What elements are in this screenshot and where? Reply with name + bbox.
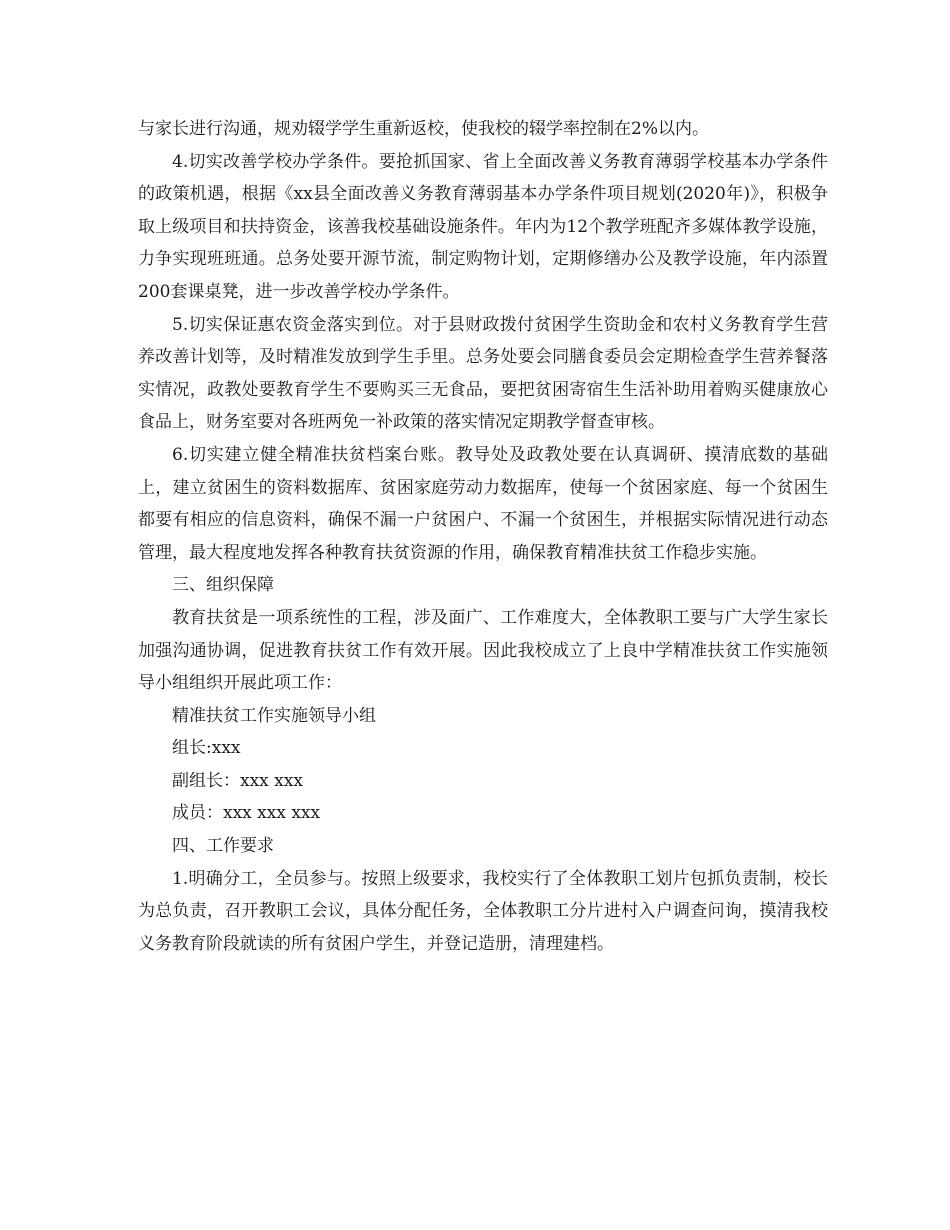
paragraph-item-6: 6.切实建立健全精准扶贫档案台账。教导处及政教处要在认真调研、摸清底数的基础上，建立贫困生的资料数据库、贫困家庭劳动力数据库，使每一个贫困家庭、每一个贫困生都要有相应的信息资料，确保不漏一户贫困户、不漏一个贫困生，并根据实际情况进行动态管理，最大程度地发挥各种教育扶贫资源的作用，确保教育精准扶贫工作稳步实施。 bbox=[138, 444, 828, 563]
paragraph-organization: 教育扶贫是一项系统性的工程，涉及面广、工作难度大，全体教职工要与广大学生家长加强沟通协调，促进教育扶贫工作有效开展。因此我校成立了上良中学精准扶贫工作实施领导小组组织开展此项工作： bbox=[138, 607, 828, 694]
paragraph-item-5: 5.切实保证惠农资金落实到位。对于县财政拨付贫困学生资助金和农村义务教育学生营养改善计划等，及时精准发放到学生手里。总务处要会同膳食委员会定期检查学生营养餐落实情况，政教处要教育学生不要购买三无食品，要把贫困寄宿生生活补助用着购买健康放心食品上，财务室要对各班两免一补政策的落实情况定期教学督查审核。 bbox=[138, 314, 828, 433]
paragraph-requirement-1: 1.明确分工，全员参与。按照上级要求，我校实行了全体教职工划片包抓负责制，校长为总负责，召开教职工会议，具体分配任务，全体教职工分片进村入户调查问询，摸清我校义务教育阶段就读的所有贫困户学生，并登记造册，清理建档。 bbox=[138, 868, 828, 954]
document-body bbox=[138, 113, 828, 960]
section-heading-3: 三、组织保障 bbox=[172, 575, 274, 596]
paragraph-item-4: 4.切实改善学校办学条件。要抢抓国家、省上全面改善义务教育薄弱学校基本办学条件的政策机遇，根据《xx县全面改善义务教育薄弱基本办学条件项目规划(2020年)》，积极争取上级项目和扶持资金，该善我校基础设施条件。年内为12个教学班配齐多媒体教学设施，力争实现班班通。总务处要开源节流，制定购物计划，定期修缮办公及教学设施，年内添置200套课桌凳，进一步改善学校办学条件。 bbox=[138, 151, 828, 302]
group-deputy-leader: 副组长：xxx xxx bbox=[172, 770, 303, 791]
section-heading-4: 四、工作要求 bbox=[172, 836, 274, 857]
group-title: 精准扶贫工作实施领导小组 bbox=[172, 705, 376, 726]
group-leader: 组长:xxx bbox=[172, 738, 241, 759]
paragraph-continuation: 与家长进行沟通，规劝辍学学生重新返校，使我校的辍学率控制在2%以内。 bbox=[138, 119, 709, 139]
group-members: 成员：xxx xxx xxx bbox=[172, 803, 321, 824]
